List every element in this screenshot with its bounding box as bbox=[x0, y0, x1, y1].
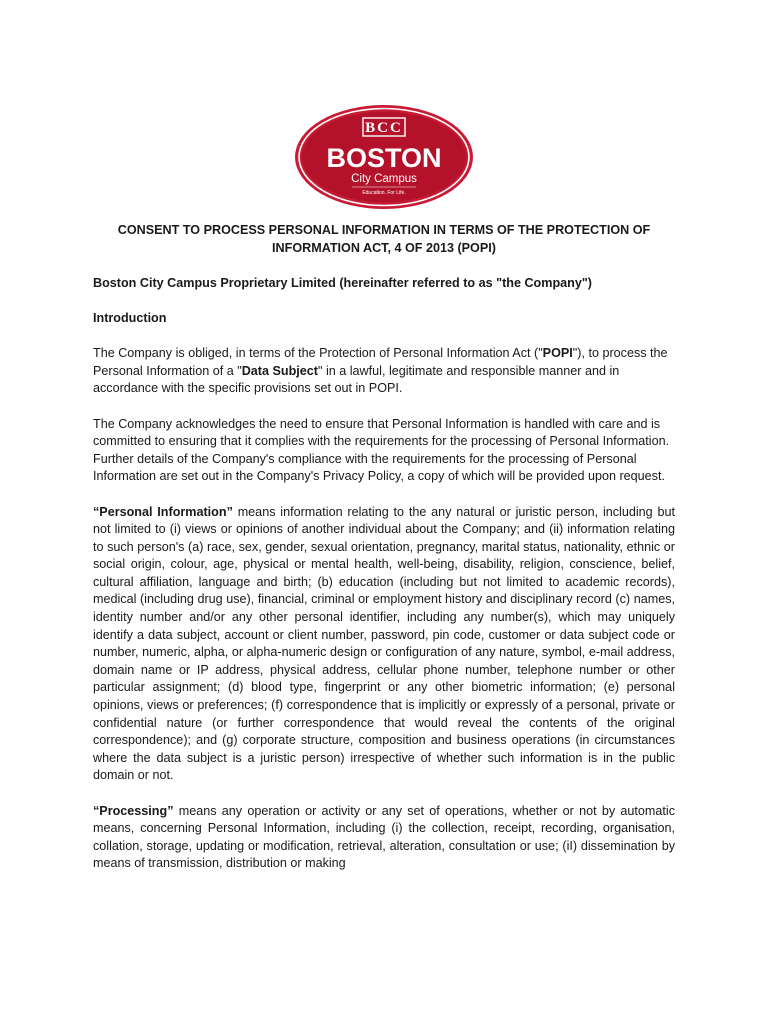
title-line-1: CONSENT TO PROCESS PERSONAL INFORMATION IN TERMS OF THE PROTECTION OF bbox=[117, 223, 651, 237]
logo-subtitle: City Campus bbox=[351, 173, 417, 185]
boston-city-campus-logo bbox=[294, 104, 474, 210]
introduction-heading: Introduction bbox=[93, 310, 167, 325]
document-title bbox=[93, 222, 675, 257]
logo-name: BOSTON bbox=[326, 143, 442, 173]
personal-information-text: means information relating to the any natural or juristic person, including but not limited to (i) views or opinions of another individual about the Company; and (ii) information relating to such person's (a) race, sex, gender, sexual orientation, pregnancy, marital status, nationality, ethnic or social origin, colour, age, physical or mental health, well-being, disability, religion, conscience, belief, cultural affiliation, language and birth; (b) education (including but not limited to academic records), medical (including drug use), financial, criminal or employment history and disciplinary record (c) names, identity number and/or any other personal identifier, including any number(s), which may uniquely identify a data subject, account or client number, password, pin code, customer or data subject code or number, numeric, alpha, or alpha-numeric design or configuration of any nature, symbol, e-mail address, domain name or IP address, physical address, cellular phone number, telephone number or other particular assignment; (d) blood type, fingerprint or any other biometric information; (e) personal opinions, views or preferences; (f) correspondence that is implicitly or expressly of a personal, private or confidential nature (or further correspondence that would reveal the contents of the original correspondence); and (g) corporate structure, composition and business operations (in circumstances where the data subject is a juristic person) irrespective of whether such information is in the public domain or not. bbox=[93, 504, 675, 783]
processing-text: means any operation or activity or any set of operations, whether or not by automatic means, concerning Personal Information, including (i) the collection, receipt, recording, organisation, collation, storage, updating or modification, retrieval, alteration, consultation or use; (iI) dissemination by means of transmission, distribution or making bbox=[93, 803, 675, 871]
logo-monogram: BCC bbox=[365, 120, 403, 136]
processing-term: “Processing” bbox=[93, 803, 174, 818]
processing-definition bbox=[93, 803, 675, 873]
compliance-paragraph: The Company acknowledges the need to ensure that Personal Information is handled with care and is committed to ensuring that it complies with the requirements for the processing of Personal Information. Further details of the Company's compliance with the requirements for the processing of Personal Information are set out in the Company's Privacy Policy, a copy of which will be provided upon request. bbox=[93, 416, 670, 484]
intro-text-1: The Company is obliged, in terms of the Protection of Personal Information Act (" bbox=[93, 346, 543, 361]
document-body bbox=[93, 222, 675, 891]
intro-data-subject-term: Data Subject bbox=[241, 363, 318, 378]
company-line: Boston City Campus Proprietary Limited (hereinafter referred to as "the Company") bbox=[93, 275, 592, 290]
intro-paragraph bbox=[93, 345, 675, 398]
intro-popi-term: POPI bbox=[542, 346, 573, 361]
title-line-2: INFORMATION ACT, 4 OF 2013 (POPI) bbox=[272, 240, 496, 255]
intro-text-3: " in a lawful, legitimate and responsible manner and in accordance with the specific provisions set out in POPI. bbox=[93, 363, 620, 396]
personal-information-term: “Personal Information” bbox=[93, 504, 233, 519]
personal-information-definition bbox=[93, 504, 675, 786]
intro-text-2: "), to process the Personal Information of a " bbox=[93, 346, 668, 378]
logo-tagline: Education. For Life. bbox=[362, 190, 406, 196]
